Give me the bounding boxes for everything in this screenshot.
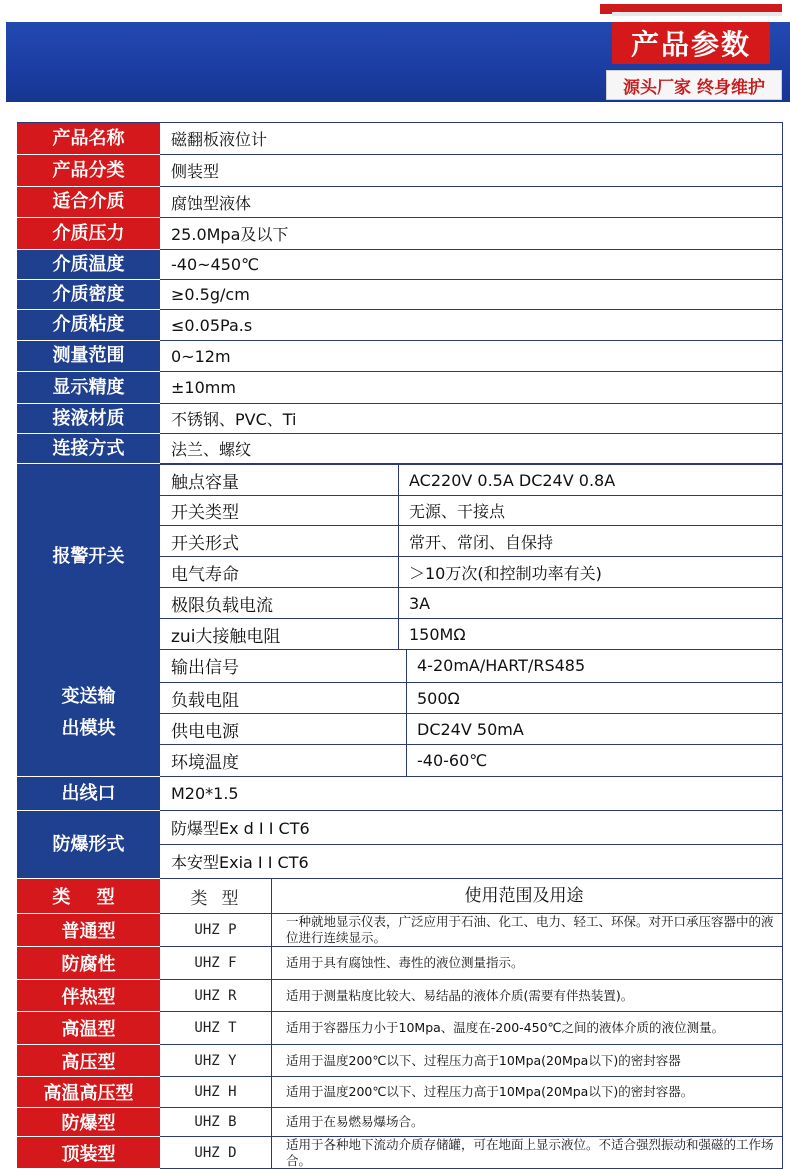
type-description: 适用于容器压力小于10Mpa、温度在-200-450℃之间的液体介质的液位测量。 — [272, 1012, 783, 1045]
types-header-desc: 使用范围及用途 — [272, 879, 783, 914]
type-label: 防爆型 — [17, 1108, 160, 1137]
alarm-row — [160, 526, 783, 557]
transmitter-key: 负载电阻 — [160, 683, 407, 714]
outlet-row — [17, 777, 783, 811]
transmitter-key: 输出信号 — [160, 649, 407, 683]
alarm-row — [160, 496, 783, 526]
spec-value: 磁翻板液位计 — [160, 123, 783, 155]
alarm-value: 常开、常闭、自保持 — [399, 526, 783, 557]
alarm-group — [17, 464, 783, 650]
spec-label: 显示精度 — [17, 372, 160, 404]
explosion-label: 防爆形式 — [17, 811, 160, 879]
transmitter-key: 供电电源 — [160, 714, 407, 745]
spec-row — [17, 155, 783, 187]
type-row — [17, 1077, 783, 1108]
spec-value: 0~12m — [160, 341, 783, 372]
alarm-key: 电气寿命 — [160, 557, 399, 588]
type-code: UHZ F — [160, 947, 272, 980]
transmitter-value: -40-60℃ — [407, 745, 783, 777]
outlet-label: 出线口 — [17, 777, 160, 811]
transmitter-row — [160, 745, 783, 777]
type-code: UHZ R — [160, 980, 272, 1012]
spec-label: 介质密度 — [17, 280, 160, 310]
spec-row — [17, 434, 783, 464]
spec-value: 侧装型 — [160, 155, 783, 187]
spec-label: 产品分类 — [17, 155, 160, 187]
spec-label: 测量范围 — [17, 341, 160, 372]
alarm-key: 触点容量 — [160, 465, 399, 496]
type-code: UHZ H — [160, 1077, 272, 1108]
types-header-label: 类 型 — [17, 879, 160, 914]
alarm-row — [160, 588, 783, 619]
spec-row — [17, 404, 783, 434]
alarm-key: 开关类型 — [160, 496, 399, 526]
type-label: 高温型 — [17, 1012, 160, 1045]
alarm-row — [160, 465, 783, 496]
spec-label: 适合介质 — [17, 187, 160, 218]
spec-value: 腐蚀型液体 — [160, 187, 783, 218]
type-label: 伴热型 — [17, 980, 160, 1012]
transmitter-row — [160, 714, 783, 745]
type-label: 高温高压型 — [17, 1077, 160, 1108]
type-description: 一种就地显示仪表，广泛应用于石油、化工、电力、轻工、环保。对开口承压容器中的液位进行连续显示。 — [272, 914, 783, 947]
spec-label: 介质粘度 — [17, 310, 160, 341]
alarm-key: zui大接触电阻 — [160, 619, 399, 650]
transmitter-label-line1: 变送输 — [61, 685, 116, 707]
alarm-value: 无源、干接点 — [399, 496, 783, 526]
type-description: 适用于各种地下流动介质存储罐，可在地面上显示液位。不适合强烈振动和强磁的工作场合。 — [272, 1137, 783, 1169]
transmitter-row — [160, 649, 783, 683]
spec-row — [17, 218, 783, 250]
alarm-row — [160, 557, 783, 588]
transmitter-row — [160, 683, 783, 714]
type-code: UHZ P — [160, 914, 272, 947]
transmitter-value: 4-20mA/HART/RS485 — [407, 649, 783, 683]
spec-row — [17, 372, 783, 404]
type-label: 顶装型 — [17, 1137, 160, 1169]
alarm-value: ＞10万次(和控制功率有关) — [399, 557, 783, 588]
type-code: UHZ T — [160, 1012, 272, 1045]
type-description: 适用于具有腐蚀性、毒性的液位测量指示。 — [272, 947, 783, 980]
type-label: 高压型 — [17, 1045, 160, 1077]
alarm-key: 开关形式 — [160, 526, 399, 557]
spec-value: ≤0.05Pa.s — [160, 310, 783, 341]
spec-value: 25.0Mpa及以下 — [160, 218, 783, 250]
spec-label: 产品名称 — [17, 123, 160, 155]
transmitter-group — [17, 649, 783, 777]
type-description: 适用于在易燃易爆场合。 — [272, 1108, 783, 1137]
type-row — [17, 947, 783, 980]
type-row — [17, 1045, 783, 1077]
type-code: UHZ B — [160, 1108, 272, 1137]
spec-value: 法兰、螺纹 — [160, 434, 783, 464]
type-label: 防腐性 — [17, 947, 160, 980]
spec-row — [17, 310, 783, 341]
type-description: 适用于温度200℃以下、过程压力高于10Mpa(20Mpa以下)的密封容器。 — [272, 1077, 783, 1108]
spec-value: -40~450℃ — [160, 250, 783, 280]
type-description: 适用于测量粘度比较大、易结晶的液体介质(需要有伴热装置)。 — [272, 980, 783, 1012]
type-row — [17, 980, 783, 1012]
alarm-value: 3A — [399, 588, 783, 619]
spec-row — [17, 122, 783, 155]
spec-value: 不锈钢、PVC、Ti — [160, 404, 783, 434]
type-code: UHZ Y — [160, 1045, 272, 1077]
transmitter-value: 500Ω — [407, 683, 783, 714]
transmitter-value: DC24V 50mA — [407, 714, 783, 745]
type-row — [17, 1012, 783, 1045]
type-code: UHZ D — [160, 1137, 272, 1169]
badge-title: 产品参数 — [612, 22, 770, 64]
spec-label: 接液材质 — [17, 404, 160, 434]
alarm-label: 报警开关 — [17, 465, 160, 650]
type-label: 普通型 — [17, 914, 160, 947]
alarm-value: AC220V 0.5A DC24V 0.8A — [399, 465, 783, 496]
type-row — [17, 1137, 783, 1169]
types-header — [17, 879, 783, 914]
spec-label: 连接方式 — [17, 434, 160, 464]
types-header-code: 类型 — [160, 879, 272, 914]
alarm-key: 极限负载电流 — [160, 588, 399, 619]
params-badge — [606, 16, 782, 104]
explosion-value: 防爆型Ex d I I CT6 — [160, 811, 783, 845]
explosion-value: 本安型Exia I I CT6 — [160, 845, 783, 879]
explosion-group — [17, 811, 783, 879]
transmitter-label — [17, 649, 160, 777]
alarm-value: 150MΩ — [399, 619, 783, 650]
spec-row — [17, 280, 783, 310]
spec-value: ≥0.5g/cm — [160, 280, 783, 310]
outlet-value: M20*1.5 — [160, 777, 783, 811]
type-description: 适用于温度200℃以下、过程压力高于10Mpa(20Mpa以下)的密封容器 — [272, 1045, 783, 1077]
type-row — [17, 1108, 783, 1137]
spec-label: 介质温度 — [17, 250, 160, 280]
type-row — [17, 914, 783, 947]
spec-row — [17, 250, 783, 280]
spec-label: 介质压力 — [17, 218, 160, 250]
spec-row — [17, 341, 783, 372]
spec-row — [17, 187, 783, 218]
header-banner — [0, 0, 790, 105]
alarm-row — [160, 619, 783, 650]
badge-subtitle: 源头厂家 终身维护 — [606, 70, 782, 100]
spec-value: ±10mm — [160, 372, 783, 404]
transmitter-key: 环境温度 — [160, 745, 407, 777]
transmitter-label-line2: 出模块 — [61, 717, 116, 739]
